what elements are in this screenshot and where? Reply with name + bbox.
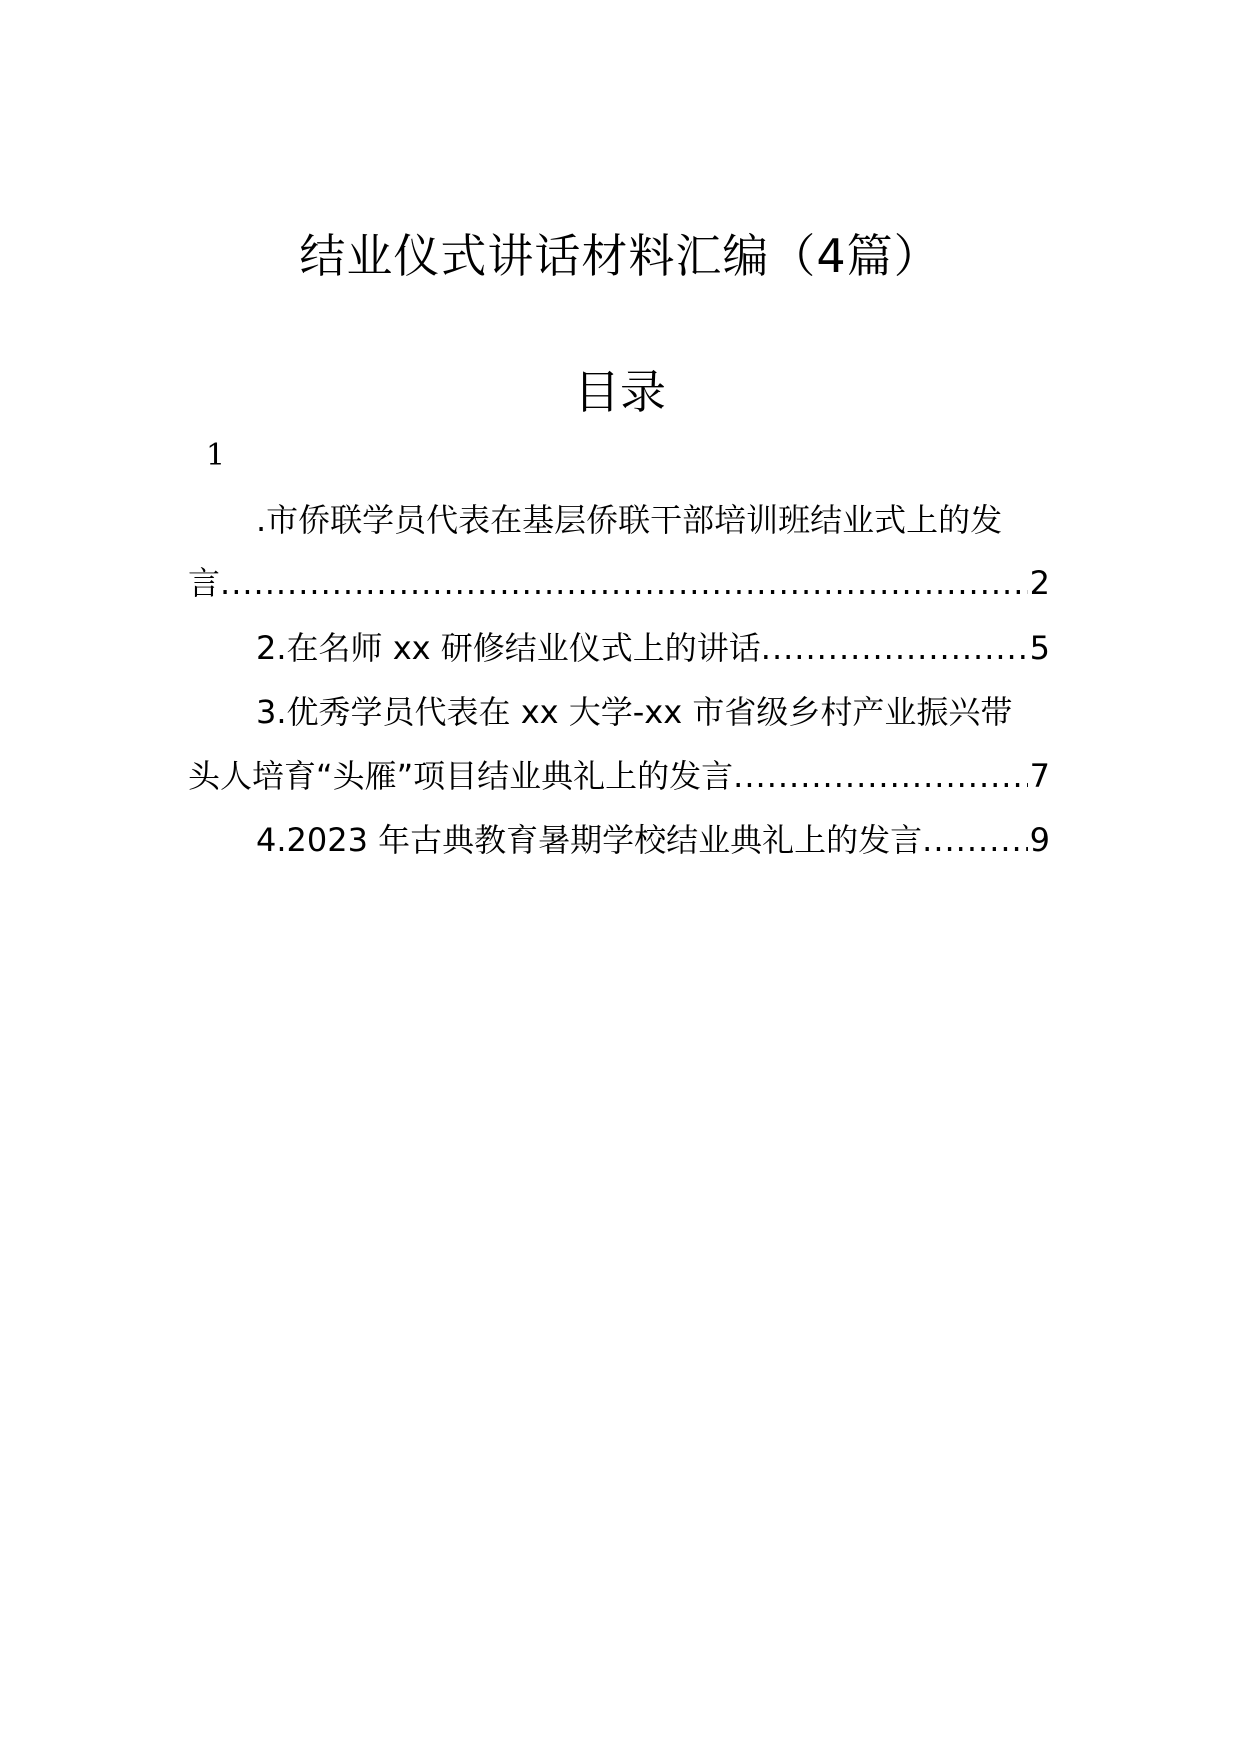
toc-entry-2[interactable] (188, 626, 1050, 670)
dot-leader (220, 561, 1028, 605)
toc-entry-text: 2.在名师 xx 研修结业仪式上的讲话 (256, 629, 761, 667)
toc-page-number: 7 (1029, 757, 1050, 795)
toc-entry-1-line-1[interactable] (188, 498, 1050, 542)
dot-leader (761, 626, 1028, 670)
toc-entry-3-line-1[interactable] (188, 690, 1050, 734)
toc-entry-1-line-2[interactable] (188, 561, 1050, 605)
toc-entry-text: .市侨联学员代表在基层侨联干部培训班结业式上的发 (256, 501, 1003, 539)
toc-entry-3-line-2[interactable] (188, 754, 1050, 798)
toc-entry-text: 言 (188, 564, 221, 602)
dot-leader (922, 818, 1027, 862)
toc-entry-text: 3.优秀学员代表在 xx 大学-xx 市省级乡村产业振兴带 (256, 693, 1013, 731)
stray-page-number: 1 (206, 438, 226, 473)
dot-leader (733, 754, 1027, 798)
toc-page-number: 2 (1029, 564, 1050, 602)
toc-heading: 目录 (574, 365, 666, 419)
toc-entry-4[interactable] (188, 818, 1050, 862)
toc-entry-text: 4.2023 年古典教育暑期学校结业典礼上的发言 (256, 821, 923, 859)
toc-entry-text: 头人培育“头雁”项目结业典礼上的发言 (188, 757, 734, 795)
toc-page-number: 9 (1029, 821, 1050, 859)
document-title: 结业仪式讲话材料汇编（4篇） (299, 229, 941, 283)
toc-page-number: 5 (1029, 629, 1050, 667)
